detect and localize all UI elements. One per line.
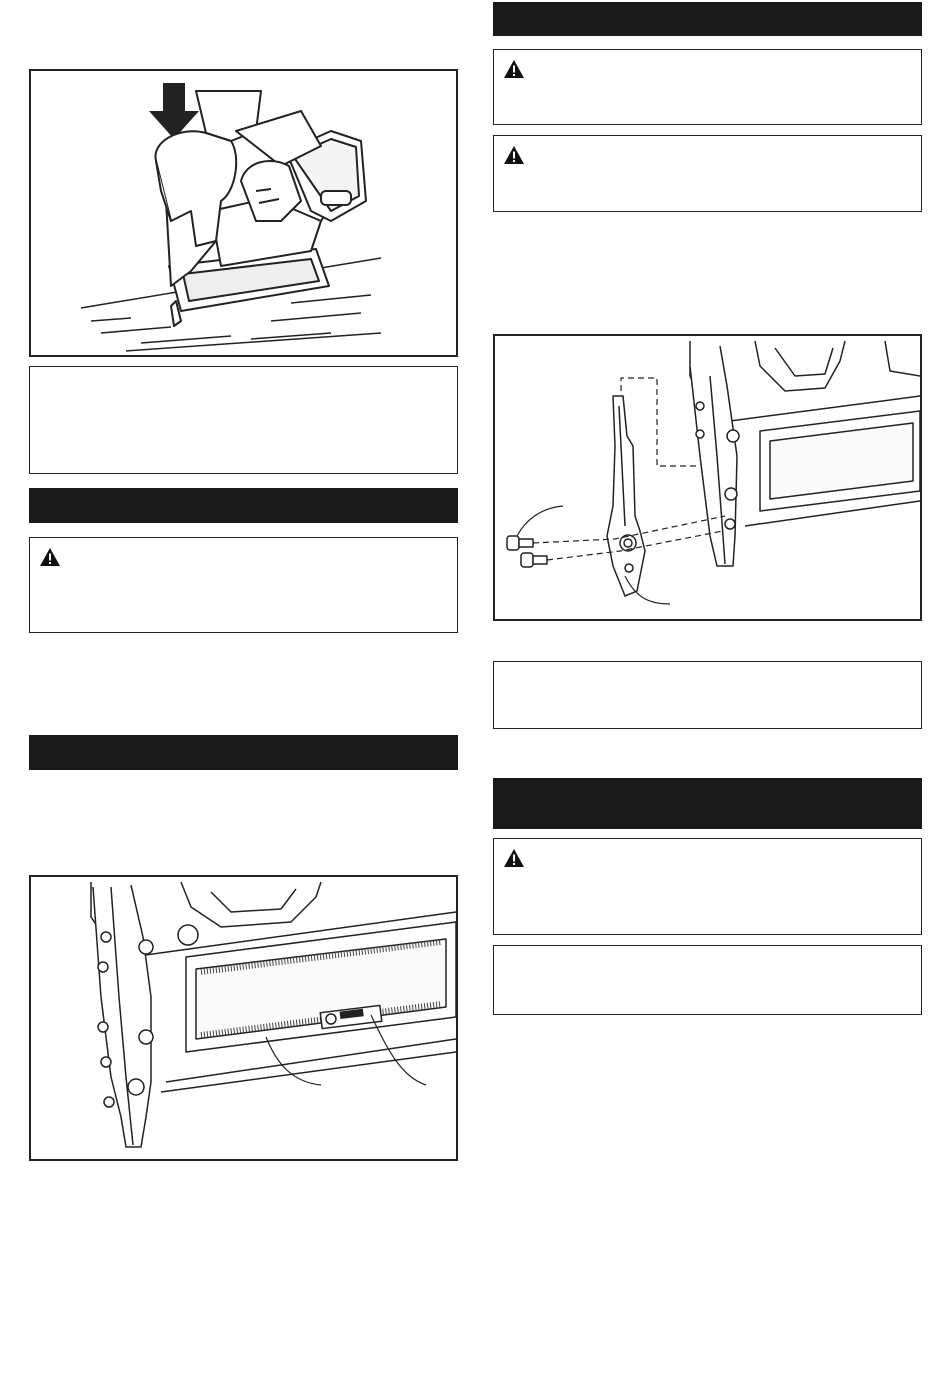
figure-nailing	[29, 69, 458, 357]
warning-box-right-b	[493, 135, 922, 212]
nose-assembly-illustration	[495, 336, 920, 619]
warning-triangle-icon	[503, 848, 525, 868]
nailing-illustration	[31, 71, 456, 355]
section-bar-left-2	[29, 735, 458, 770]
note-box-right-2	[493, 945, 922, 1015]
section-bar-right-2	[493, 778, 922, 829]
note-box-right	[493, 661, 922, 729]
warning-box-right-a	[493, 49, 922, 125]
section-bar-left-1	[29, 488, 458, 523]
warning-triangle-icon	[503, 59, 525, 79]
section-bar-right-top	[493, 2, 922, 36]
warning-triangle-icon	[39, 547, 61, 567]
warning-box-left	[29, 537, 458, 633]
warning-triangle-icon	[503, 145, 525, 165]
note-box-left	[29, 366, 458, 474]
magazine-illustration	[31, 877, 456, 1159]
figure-nose-assembly	[493, 334, 922, 621]
figure-magazine	[29, 875, 458, 1161]
warning-box-right-c	[493, 838, 922, 935]
